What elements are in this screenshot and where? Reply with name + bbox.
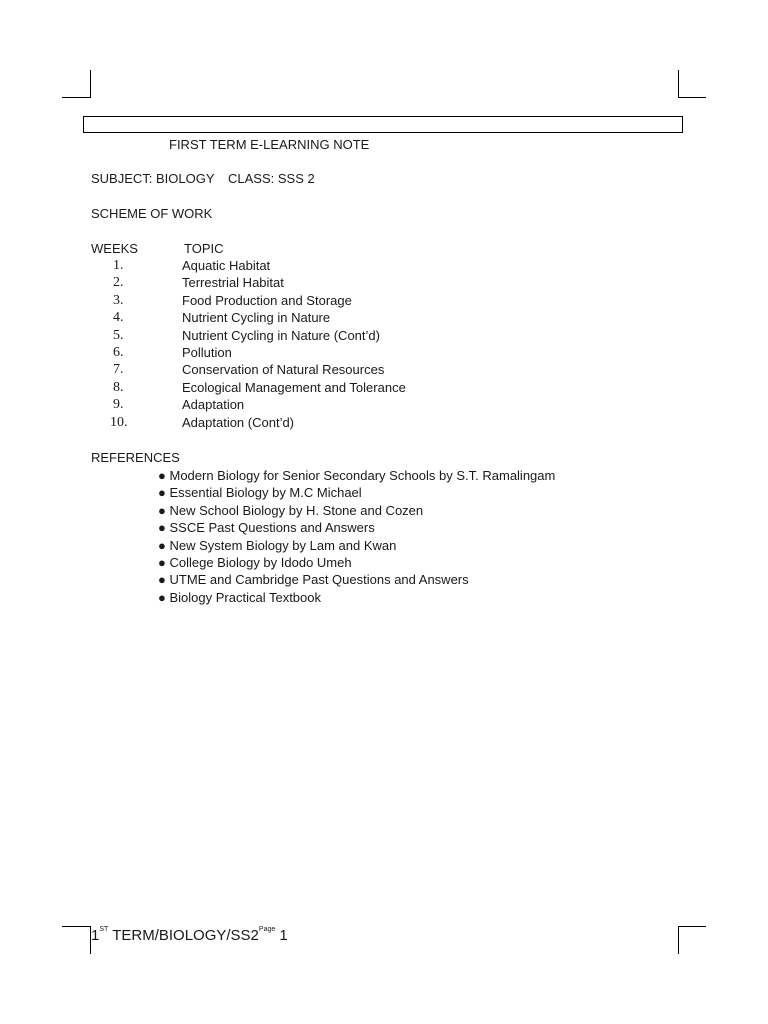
week-number: 7.	[113, 362, 124, 378]
reference-text: Essential Biology by M.C Michael	[169, 485, 362, 501]
week-number: 8.	[113, 379, 124, 395]
reference-text: Biology Practical Textbook	[169, 589, 321, 605]
reference-text: New System Biology by Lam and Kwan	[169, 537, 397, 553]
crop-mark-top-right-v	[678, 70, 679, 98]
crop-mark-top-right-h	[678, 97, 706, 98]
footer-term-text: TERM/BIOLOGY/SS2	[108, 927, 259, 944]
week-number: 4.	[113, 310, 124, 326]
crop-mark-bottom-right-h	[678, 926, 706, 927]
scheme-table	[0, 257, 768, 432]
subject-label: SUBJECT: BIOLOGY	[91, 171, 215, 186]
list-item	[158, 519, 375, 536]
crop-mark-top-left-h	[62, 97, 91, 98]
week-topic: Adaptation (Cont’d)	[182, 414, 295, 430]
week-topic: Adaptation	[182, 397, 245, 413]
crop-mark-bottom-left-h	[62, 926, 91, 927]
list-item	[158, 589, 321, 606]
week-topic: Aquatic Habitat	[182, 258, 271, 273]
list-item	[158, 554, 352, 571]
week-topic: Food Production and Storage	[182, 292, 352, 308]
footer-page-number: 1	[275, 927, 288, 944]
list-item	[158, 537, 396, 554]
week-number: 10.	[110, 414, 128, 430]
crop-mark-bottom-right-v	[678, 926, 679, 954]
bullet-icon: ●	[158, 572, 166, 588]
list-item	[158, 502, 423, 519]
week-number: 5.	[113, 327, 124, 343]
week-topic: Nutrient Cycling in Nature	[182, 310, 331, 326]
week-number: 2.	[113, 275, 124, 291]
list-item	[158, 571, 469, 588]
class-label: CLASS: SSS 2	[228, 171, 315, 186]
page-footer	[91, 926, 288, 944]
footer-term-ordinal: ST	[99, 926, 109, 933]
topic-column-header: TOPIC	[184, 241, 224, 256]
bullet-icon: ●	[158, 589, 166, 605]
list-item	[158, 484, 362, 501]
week-topic: Pollution	[182, 345, 232, 360]
crop-mark-top-left-v	[90, 70, 91, 98]
reference-text: Modern Biology for Senior Secondary Schools by S.T. Ramalingam	[169, 468, 556, 483]
weeks-column-header: WEEKS	[91, 241, 138, 256]
week-number: 9.	[113, 397, 124, 413]
scheme-heading: SCHEME OF WORK	[91, 206, 213, 221]
bullet-icon: ●	[158, 537, 166, 553]
document-title: FIRST TERM E-LEARNING NOTE	[169, 137, 370, 152]
week-topic: Ecological Management and Tolerance	[182, 379, 406, 395]
header-box	[83, 116, 683, 133]
bullet-icon: ●	[158, 468, 166, 483]
week-topic: Nutrient Cycling in Nature (Cont’d)	[182, 327, 380, 343]
bullet-icon: ●	[158, 520, 166, 536]
footer-term-number: 1	[91, 927, 100, 944]
week-number: 1.	[113, 258, 124, 273]
week-topic: Terrestrial Habitat	[182, 275, 284, 291]
week-topic: Conservation of Natural Resources	[182, 362, 385, 378]
reference-text: College Biology by Idodo Umeh	[169, 555, 352, 570]
week-number: 6.	[113, 345, 124, 360]
reference-text: New School Biology by H. Stone and Cozen	[169, 502, 424, 518]
bullet-icon: ●	[158, 485, 166, 501]
week-number: 3.	[113, 292, 124, 308]
footer-page-label: Page	[258, 926, 276, 933]
list-item	[158, 467, 555, 484]
bullet-icon: ●	[158, 555, 166, 570]
reference-text: SSCE Past Questions and Answers	[169, 520, 375, 536]
reference-text: UTME and Cambridge Past Questions and Answers	[169, 572, 469, 588]
references-heading: REFERENCES	[91, 450, 180, 465]
bullet-icon: ●	[158, 502, 166, 518]
